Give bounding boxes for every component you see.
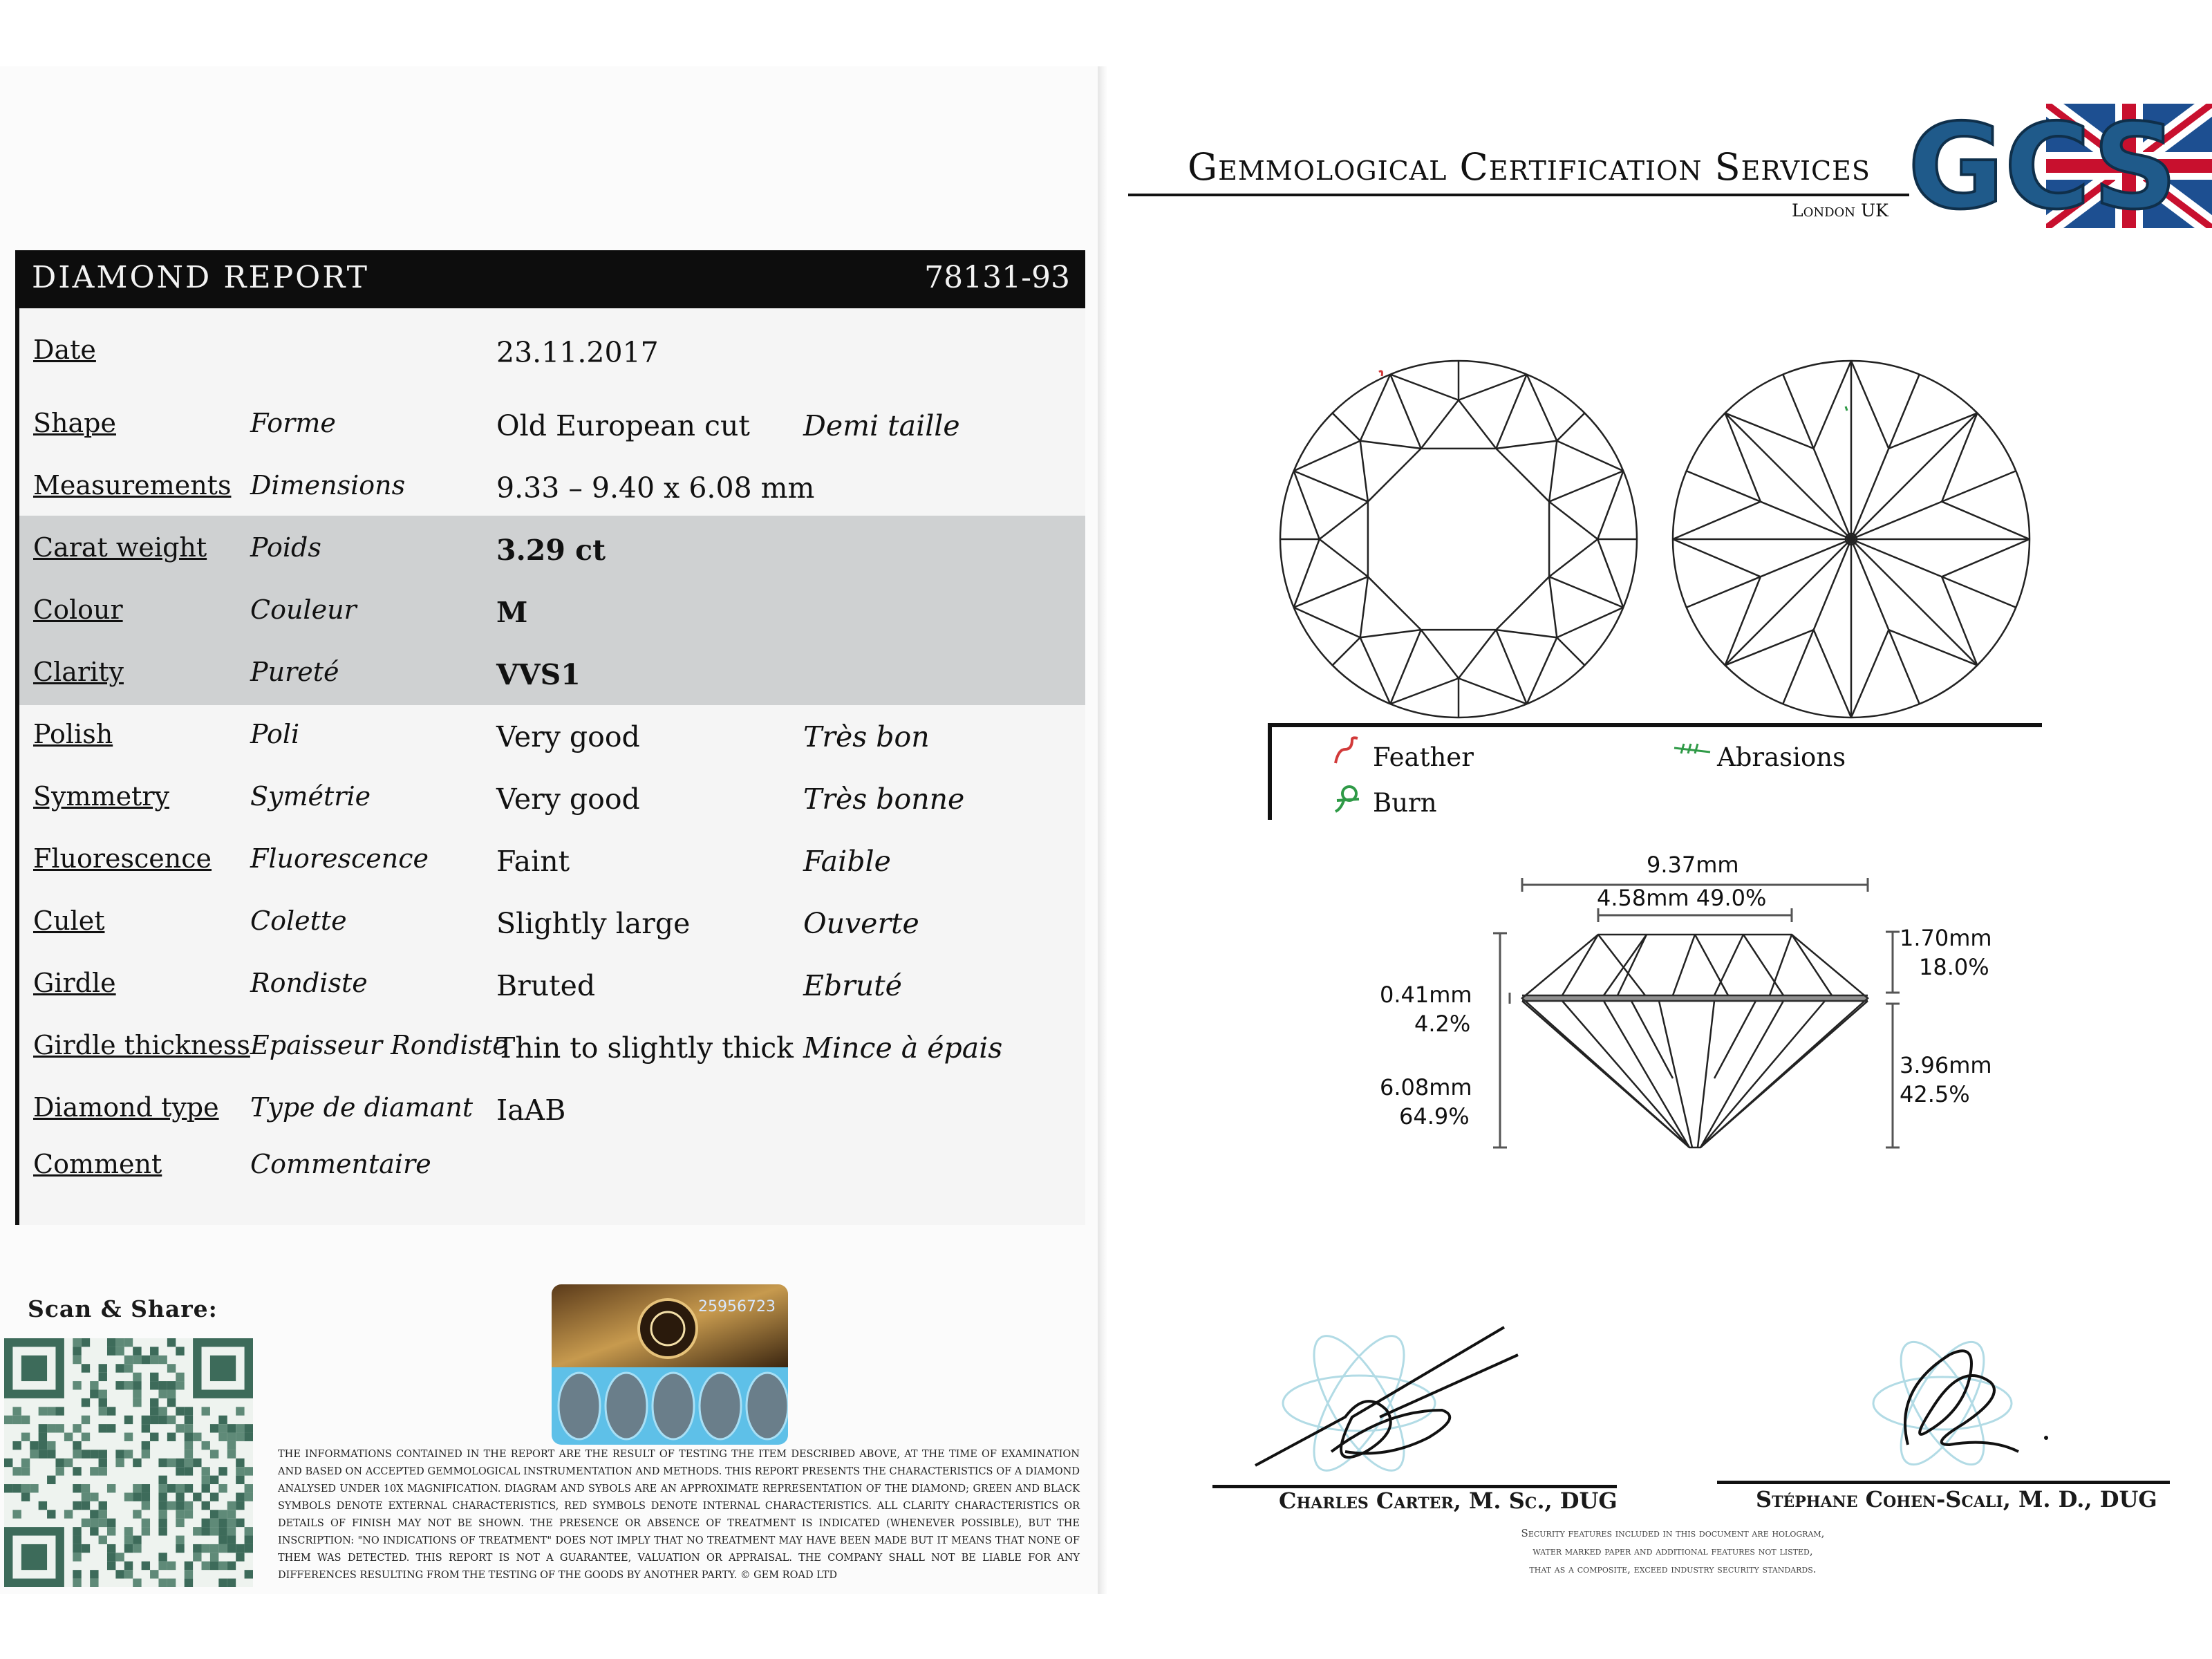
field-value: 3.29 ct <box>496 534 606 567</box>
field-label-fr: Poli <box>250 719 300 749</box>
field-label: Girdle <box>33 968 116 998</box>
report-number: 78131-93 <box>924 260 1070 295</box>
report-row-polish <box>19 704 1084 759</box>
qr-code[interactable] <box>4 1338 253 1587</box>
table-label: 4.58mm 49.0% <box>1597 885 1767 911</box>
pavilion-view-diagram <box>1673 361 2030 718</box>
security-note-line: Security features included in this document are hologram, <box>1521 1527 1825 1539</box>
report-row-symmetry <box>19 766 1084 821</box>
field-value: VVS1 <box>496 658 581 691</box>
field-value-fr: Faible <box>803 845 891 878</box>
signature-stephane-cohen-scali <box>1839 1313 2129 1500</box>
field-value: Faint <box>496 845 570 878</box>
report-row-clarity <box>19 641 1084 697</box>
field-label-fr: Colette <box>250 906 347 936</box>
field-value: Bruted <box>496 969 596 1002</box>
report-title: DIAMOND REPORT <box>32 260 369 295</box>
field-value-fr: Demi taille <box>803 409 960 442</box>
brand-underline <box>1128 194 1909 196</box>
report-row-comment <box>19 1134 1084 1189</box>
report-row-carat-weight <box>19 517 1084 572</box>
report-header <box>15 250 1085 308</box>
burn-symbol-icon <box>1331 782 1366 817</box>
field-label: Fluorescence <box>33 843 212 874</box>
legend-abrasions: Abrasions <box>1717 742 1846 772</box>
field-value-fr: Très bon <box>803 720 930 753</box>
field-label: Girdle thickness <box>33 1030 250 1060</box>
field-label: Colour <box>33 594 123 625</box>
field-value: Very good <box>496 720 640 753</box>
field-label: Symmetry <box>33 781 169 812</box>
field-label: Measurements <box>33 470 232 500</box>
crown-height-pct: 18.0% <box>1919 954 1989 980</box>
field-label-fr: Forme <box>250 408 336 438</box>
field-label: Clarity <box>33 657 124 687</box>
scan-share-label: Scan & Share: <box>28 1295 218 1322</box>
field-value: Slightly large <box>496 907 691 940</box>
field-label-fr: Rondiste <box>250 968 368 998</box>
field-value: 9.33 – 9.40 x 6.08 mm <box>496 471 815 505</box>
report-row-measurements <box>19 455 1084 510</box>
security-note <box>1431 1524 1915 1578</box>
gcs-logo <box>1908 97 2212 235</box>
field-value: 23.11.2017 <box>496 336 659 369</box>
report-row-colour <box>19 579 1084 635</box>
disclaimer-text: THE INFORMATIONS CONTAINED IN THE REPORT ARE THE RESULT OF TESTING THE ITEM DESCRIBED ABOVE, AT THE TIME OF EXAMINATION AND BASED ON ACCEPTED GEMMOLOGICAL INSTRUMENTATION AND METHODS. THIS REPORT PRESENTS THE CHARACTERISTICS OF A DIAMOND ANALYSED UNDER 10X MAGNIFICATION. DIAGRAM AND SYBOLS ARE AN APPROXIMATE REPRESENTATION OF THE DIAMOND; GREEN AND BLACK SYMBOLS DENOTE EXTERNAL CHARACTERISTICS, RED SYMBOLS DENOTE INTERNAL CHARACTERISTICS. ALL CLARITY CHARACTERISTICS OR DETAILS OF FINISH MAY NOT BE SHOWN. THE PRESENCE OR ABSENCE OF TREATMENT IS INDICATED (WHENEVER POSSIBLE), BUT THE INSCRIPTION: "NO INDICATIONS OF TREATMENT" DOES NOT IMPLY THAT NO TREATMENT MAY HAVE BEEN MADE BUT IT MEANS THAT NONE OF THEM WAS DETECTED. THIS REPORT IS NOT A GUARANTEE, VALUATION OR APPRAISAL. THE COMPANY SHALL NOT BE LIABLE FOR ANY DIFFERENCES RESULTING FROM THE TESTING OF THE GOODS BY ANOTHER PARTY. © GEM ROAD LTD <box>278 1449 1080 1581</box>
abrasions-symbol-icon <box>1671 740 1713 760</box>
girdle-thickness-pct: 4.2% <box>1414 1011 1471 1037</box>
report-row-date <box>19 319 1084 375</box>
report-row-culet <box>19 890 1084 946</box>
legend-burn: Burn <box>1373 788 1437 818</box>
field-label-fr: Poids <box>250 532 321 563</box>
pavilion-depth-pct: 42.5% <box>1900 1081 1970 1107</box>
feather-symbol-icon <box>1331 735 1366 770</box>
signature-line-2 <box>1717 1481 2170 1484</box>
field-label: Shape <box>33 408 116 438</box>
legend-frame-left <box>1268 723 1272 820</box>
field-label-fr: Epaisseur Rondiste <box>250 1030 508 1060</box>
field-label-fr: Couleur <box>250 594 357 625</box>
legend-feather: Feather <box>1373 742 1474 772</box>
field-value: M <box>496 596 528 629</box>
gcs-logo-letters: GCS <box>1908 99 2177 235</box>
field-value: IaAB <box>496 1094 566 1127</box>
total-depth-mm: 6.08mm <box>1380 1074 1472 1100</box>
security-note-line: water marked paper and additional features not listed, <box>1533 1545 1813 1557</box>
field-label-fr: Dimensions <box>250 470 406 500</box>
field-label-fr: Commentaire <box>250 1149 431 1179</box>
field-label: Comment <box>33 1149 162 1179</box>
field-value-fr: Très bonne <box>803 782 965 816</box>
field-value-fr: Ebruté <box>803 969 902 1002</box>
field-value: Very good <box>496 782 640 816</box>
pavilion-depth-mm: 3.96mm <box>1900 1052 1992 1078</box>
field-label-fr: Fluorescence <box>250 843 429 874</box>
report-row-girdle-thickness <box>19 1015 1084 1070</box>
report-row-diamond-type <box>19 1077 1084 1132</box>
page-fold <box>1098 66 1107 1594</box>
plot-diagrams <box>1272 346 2039 733</box>
hologram-number: 25956723 <box>698 1298 776 1315</box>
field-value-fr: Mince à épais <box>803 1031 1003 1065</box>
inclusion-marker <box>1846 406 1847 411</box>
signer-name-2: Stéphane Cohen-Scali, M. D., DUG <box>1756 1486 2157 1512</box>
brand-location: London UK <box>1792 200 1888 221</box>
field-label-fr: Symétrie <box>250 781 371 812</box>
report-row-shape <box>19 393 1084 448</box>
field-value: Thin to slightly thick <box>496 1031 794 1065</box>
field-value: Old European cut <box>496 409 750 442</box>
inclusion-marker <box>1379 371 1382 376</box>
report-row-fluorescence <box>19 828 1084 883</box>
field-label-fr: Type de diamant <box>250 1092 474 1123</box>
field-label: Diamond type <box>33 1092 219 1123</box>
field-label: Polish <box>33 719 113 749</box>
total-depth-pct: 64.9% <box>1399 1103 1470 1130</box>
diameter-label: 9.37mm <box>1647 852 1739 878</box>
brand-name: Gemmological Certification Services <box>1188 145 1871 189</box>
field-label: Culet <box>33 906 105 936</box>
security-note-line: that as a composite, exceed industry security standards. <box>1529 1563 1817 1575</box>
girdle-thickness-mm: 0.41mm <box>1380 982 1472 1008</box>
crown-view-diagram <box>1280 361 1637 718</box>
field-label: Carat weight <box>33 532 207 563</box>
field-label-fr: Pureté <box>250 657 339 687</box>
report-row-girdle <box>19 953 1084 1008</box>
legend-frame-top <box>1268 723 2042 727</box>
crown-height-mm: 1.70mm <box>1900 925 1992 951</box>
signature-charles-carter <box>1241 1313 1573 1500</box>
signer-name-1: Charles Carter, M. Sc., DUG <box>1279 1488 1618 1514</box>
field-value-fr: Ouverte <box>803 907 919 940</box>
field-label: Date <box>33 335 96 365</box>
